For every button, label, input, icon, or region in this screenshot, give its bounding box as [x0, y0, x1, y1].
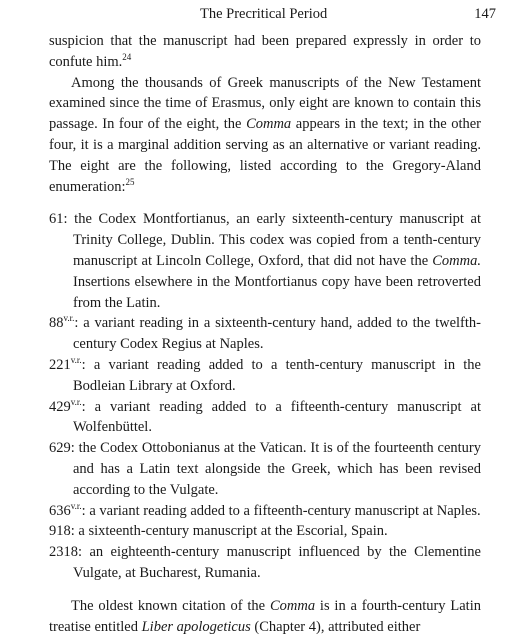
footnote-ref: 25	[125, 176, 135, 187]
list-item	[49, 313, 481, 355]
paragraph-text: (Chapter 4), attributed either	[250, 618, 421, 635]
paragraph-continuation	[49, 31, 481, 73]
manuscript-number: 2318:	[49, 544, 83, 561]
italic-term: Comma.	[432, 252, 481, 269]
manuscript-number: 636	[49, 502, 71, 519]
italic-title: Liber apologeticus	[141, 618, 251, 635]
variant-reading-mark: v.r.	[70, 500, 82, 511]
manuscript-number: 88	[49, 315, 64, 332]
list-item-text: the Codex Ottobonianus at the Vatican. It is of the fourteenth century and has a Latin text alongside the Greek, which has been revised according to the Vulgate.	[73, 440, 481, 498]
list-item	[49, 438, 481, 500]
manuscript-number: 61:	[49, 211, 68, 228]
list-item	[49, 501, 481, 522]
italic-term: Comma	[246, 116, 292, 133]
paragraph-text: Among the thousands of Greek manuscripts of the New Testament examined since the time of Erasmus, only eight are known to contain this passage. In four of the eight, the	[49, 74, 481, 133]
page-header	[0, 6, 532, 26]
list-item	[49, 521, 481, 542]
footnote-ref: 24	[122, 51, 132, 62]
manuscript-number: 221	[49, 356, 71, 373]
paragraph-manuscripts	[49, 73, 481, 198]
paragraph-text: The oldest known citation of the	[71, 597, 270, 614]
manuscript-number: 918:	[49, 523, 75, 540]
variant-reading-mark: v.r.	[70, 396, 82, 407]
body-text	[49, 31, 481, 637]
paragraph-citation	[49, 596, 481, 637]
list-item-text: : a variant reading added to a tenth-century manuscript in the Bodleian Library at Oxford.	[73, 356, 481, 394]
manuscript-number: 629:	[49, 440, 75, 457]
variant-reading-mark: v.r.	[70, 355, 82, 366]
list-item-text: an eighteenth-century manuscript influenced by the Clementine Vulgate, at Bucharest, Rumania.	[73, 544, 481, 581]
list-item-text: : a variant reading added to a fifteenth-century manuscript at Naples.	[81, 502, 481, 519]
paragraph-text: appears in the text; in the other four, it is a marginal addition serving as an alternative or variant reading. The eight are the following, listed according to the Gregory-Aland enumeration:	[49, 116, 481, 195]
italic-term: Comma	[269, 597, 316, 614]
running-head: The Precritical Period	[200, 6, 328, 22]
list-item-text: : a variant reading in a sixteenth-century hand, added to the twelfth-century Codex Regius at Naples.	[73, 315, 481, 353]
paragraph-text: is in a fourth-century Latin treatise entitled	[49, 597, 481, 635]
manuscript-list	[49, 209, 481, 583]
manuscript-number: 429	[49, 398, 71, 415]
list-item-text: a sixteenth-century manuscript at the Escorial, Spain.	[74, 523, 388, 540]
list-item-text: the Codex Montfortianus, an early sixteenth-century manuscript at Trinity College, Dublin. This codex was copied from a tenth-century manuscript at Lincoln College, Oxford, that did not have the	[67, 211, 481, 269]
list-item	[49, 209, 481, 313]
list-item	[49, 355, 481, 397]
list-item-text: : a variant reading added to a fifteenth-century manuscript at Wolfenbüttel.	[73, 398, 481, 436]
paragraph-text: suspicion that the manuscript had been prepared expressly in order to confute him.	[49, 33, 481, 70]
list-item	[49, 542, 481, 584]
variant-reading-mark: v.r.	[63, 313, 75, 324]
list-item-text: Insertions elsewhere in the Montfortianus copy have been retroverted from the Latin.	[73, 273, 481, 311]
page-number: 147	[474, 6, 496, 22]
list-item	[49, 397, 481, 439]
